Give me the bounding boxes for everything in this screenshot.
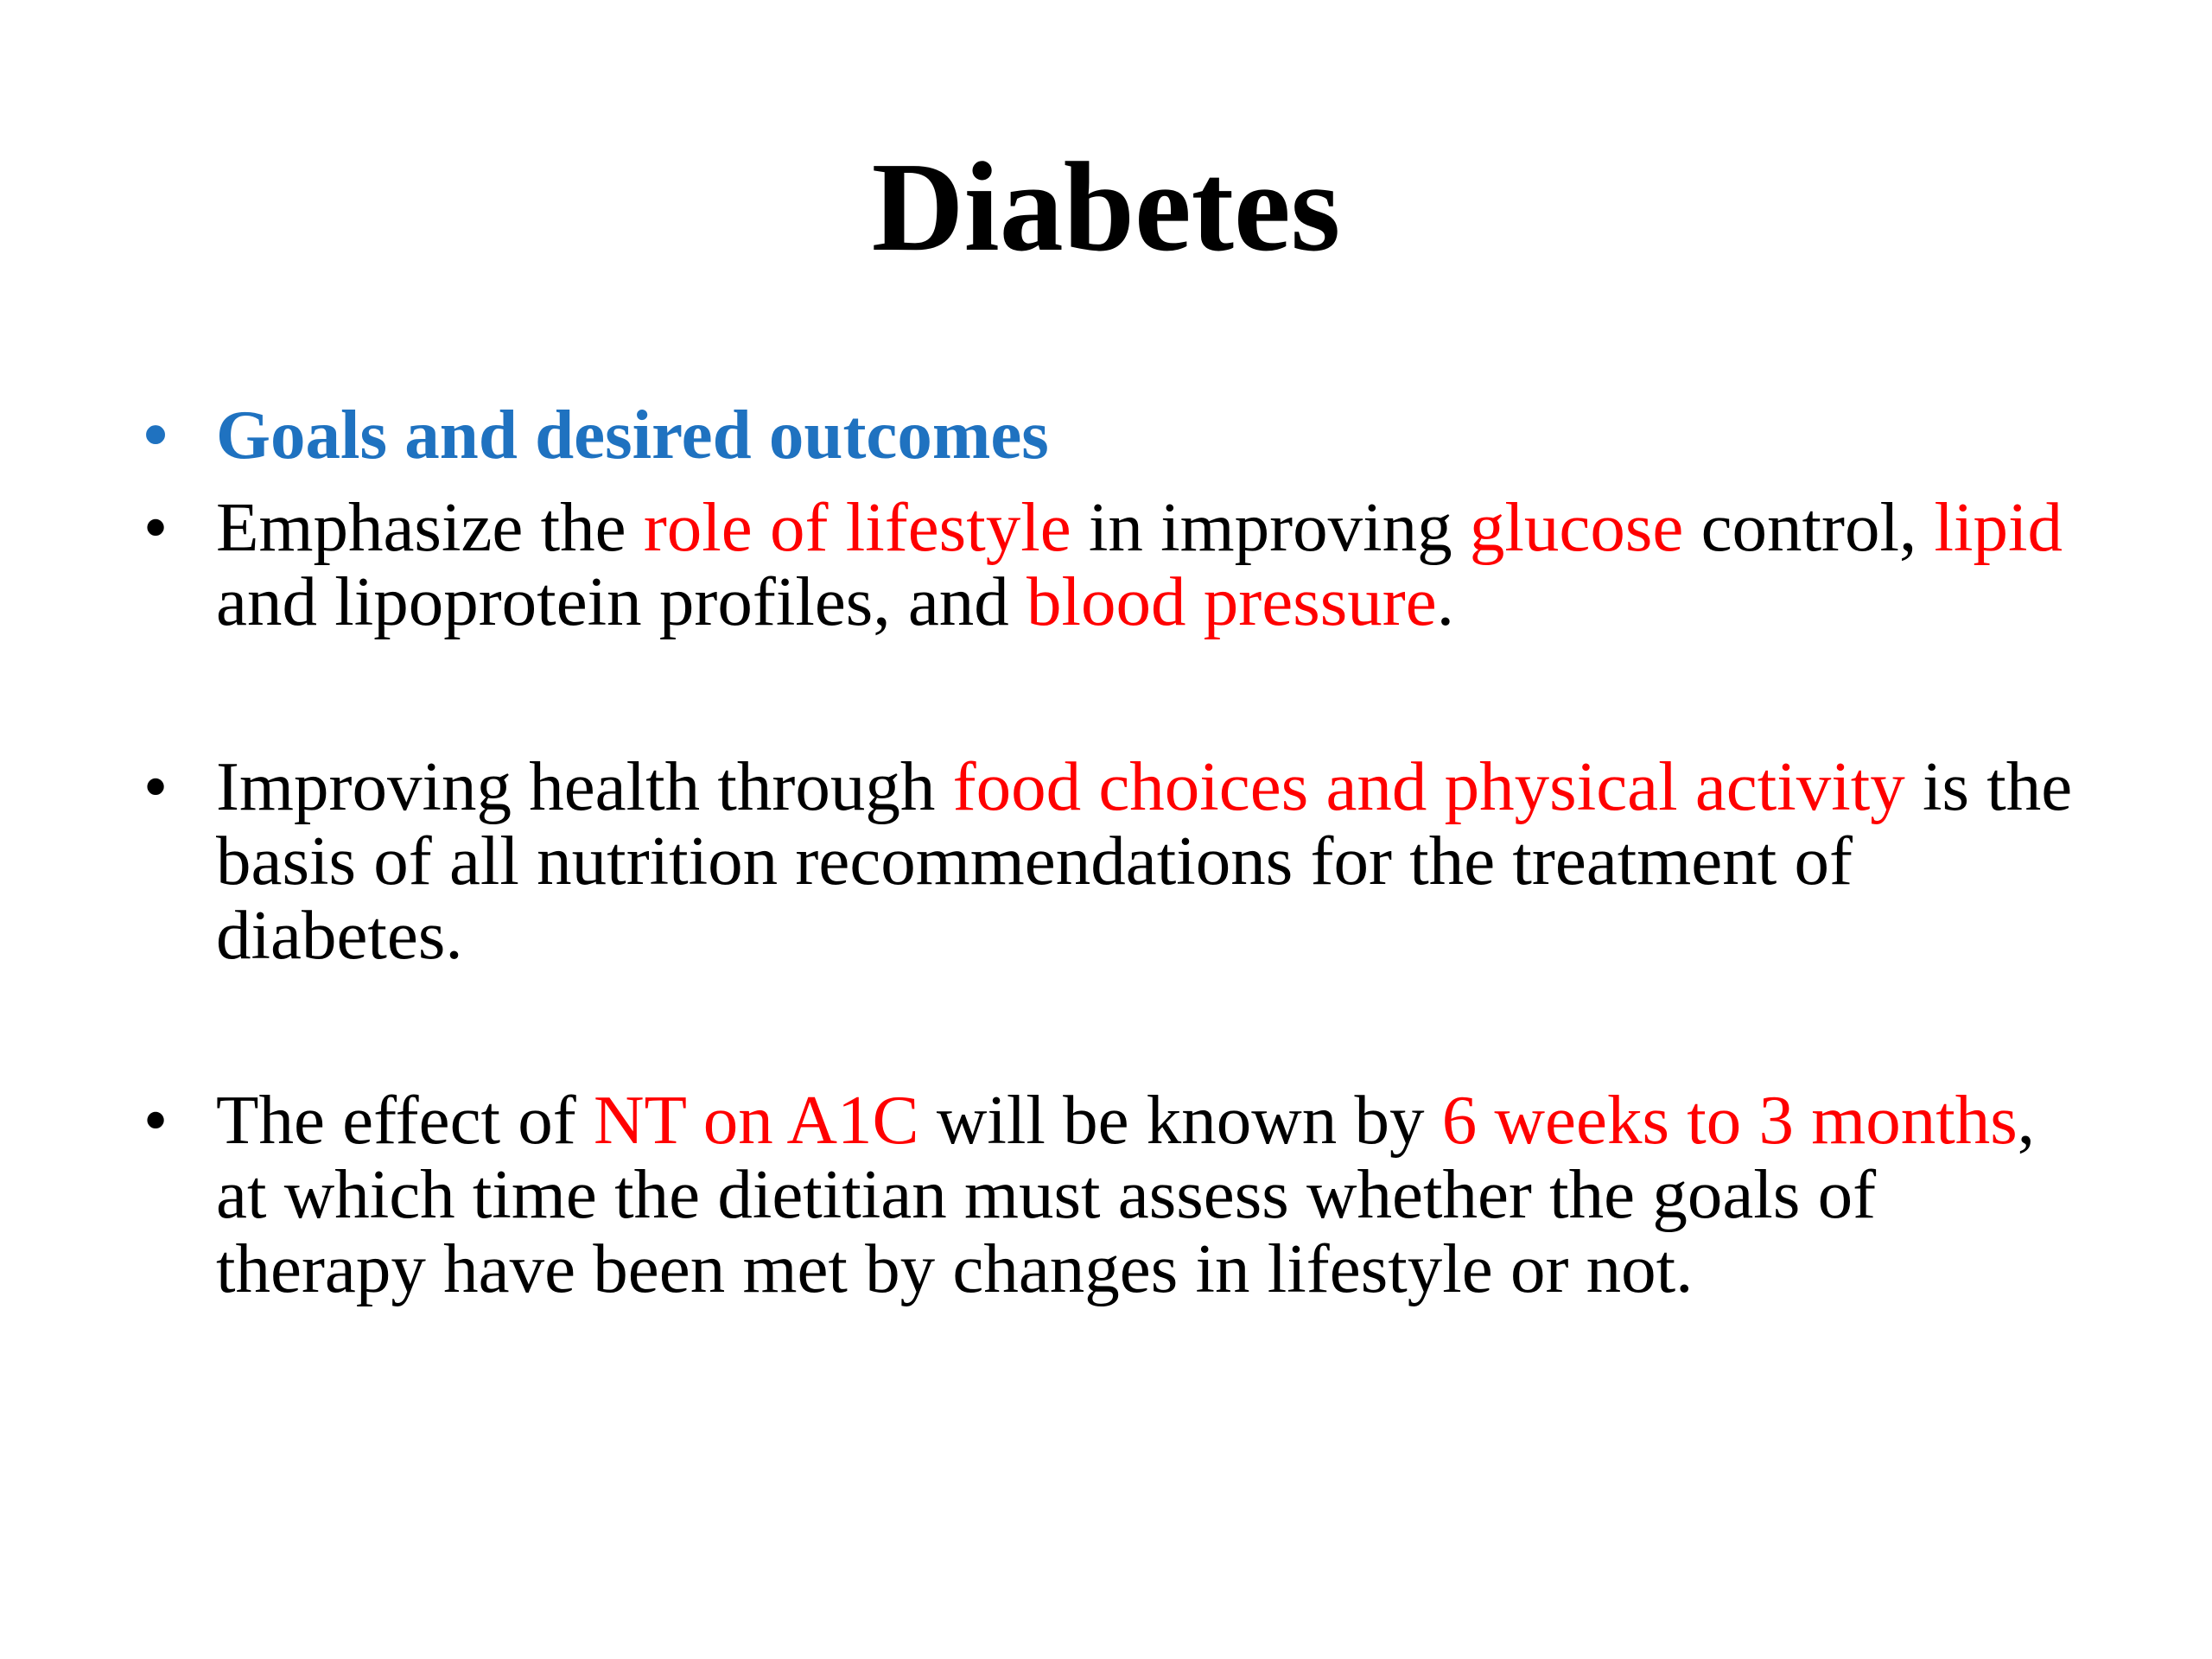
bullet-emphasis: lipid <box>1934 488 2063 566</box>
bullet-text: , at which time the dietitian must assess whether the goals of therapy have been met by changes in lifestyle or not. <box>216 1081 2036 1307</box>
bullet-text: Improving health through <box>216 747 953 825</box>
slide-title: Diabetes <box>871 137 1341 278</box>
bullet-item-nt-a1c <box>143 1081 2074 1307</box>
bullet-item-lifestyle <box>143 488 2074 640</box>
bullet-item-food-choices <box>143 747 2100 974</box>
bullet-marker: • <box>143 488 168 566</box>
bullet-marker: • <box>143 396 168 474</box>
bullet-text: control, <box>1683 488 1935 566</box>
bullet-emphasis: food choices and physical activity <box>952 747 1905 825</box>
bullet-item-goals <box>143 396 2143 474</box>
bullet-text: . <box>1436 563 1454 640</box>
bullet-emphasis: blood pressure <box>1027 563 1437 640</box>
bullet-emphasis: NT on A1C <box>594 1081 919 1159</box>
bullet-heading: Goals and desired outcomes <box>216 396 1049 474</box>
bullet-emphasis: glucose <box>1469 488 1684 566</box>
bullet-text: will be known by <box>918 1081 1442 1159</box>
bullet-text: and lipoprotein profiles, and <box>216 563 1027 640</box>
bullet-emphasis: 6 weeks to 3 months <box>1441 1081 2018 1159</box>
bullet-text: in improving <box>1071 488 1470 566</box>
bullet-text: Emphasize the <box>216 488 644 566</box>
bullet-marker: • <box>143 1081 168 1159</box>
bullet-text: is the basis of all nutrition recommendations for the treatment of diabetes. <box>216 747 2073 974</box>
bullet-emphasis: role of lifestyle <box>643 488 1071 566</box>
bullet-marker: • <box>143 747 168 825</box>
bullet-text: The effect of <box>216 1081 594 1159</box>
